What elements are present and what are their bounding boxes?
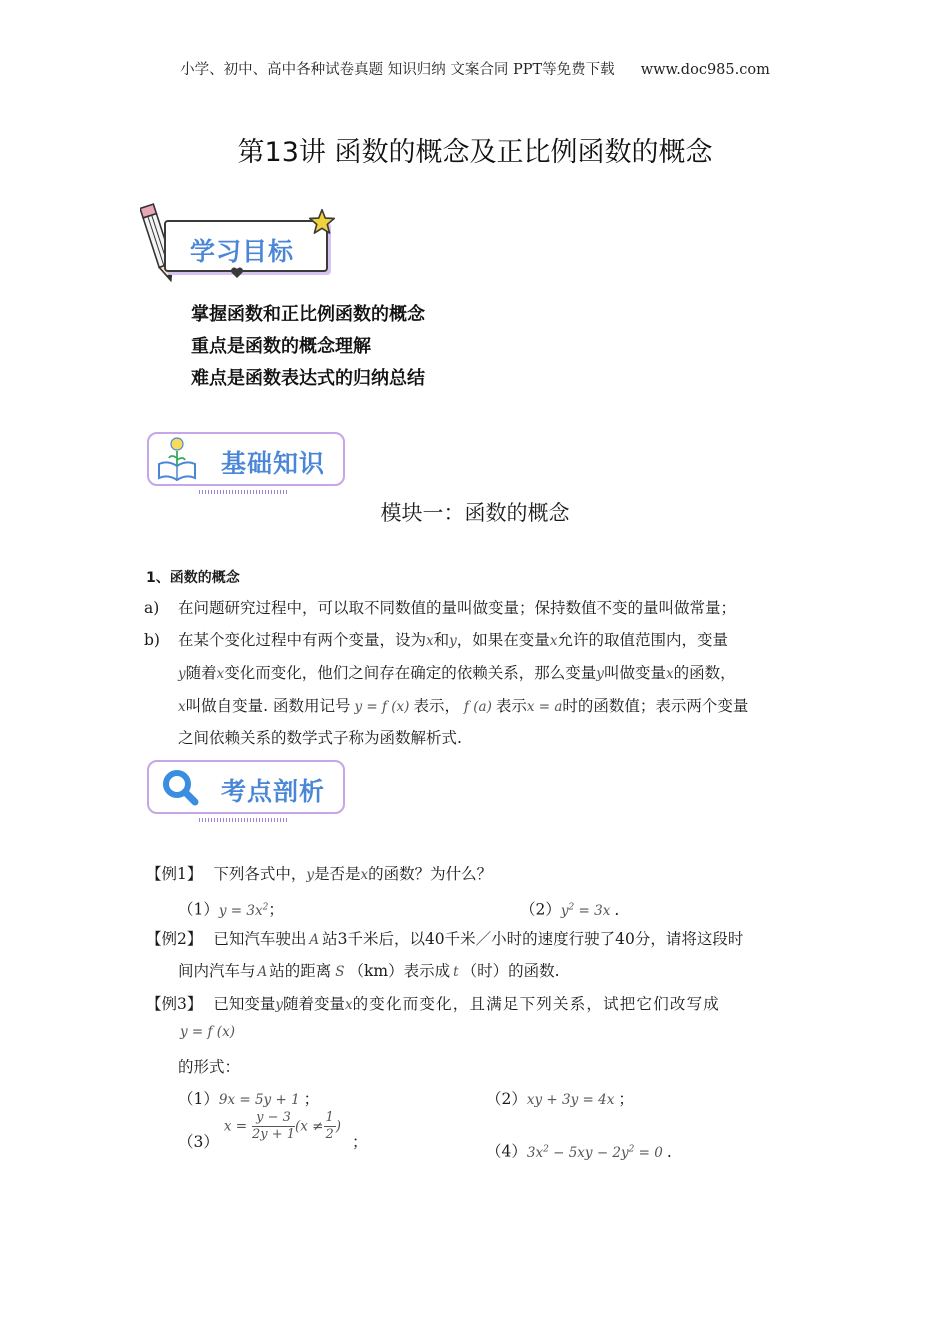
text: 随着变量 [282,995,345,1013]
math-text: − 5xy − 2y [548,1144,629,1161]
math-text: = 0 [634,1144,663,1161]
text: 是否是 [313,865,361,883]
math-x: x [178,699,186,715]
math-text: y = 3x [218,902,263,919]
superscript: 2 [628,1144,635,1154]
text: 时的函数值；表示两个变量 [562,697,749,715]
math-function-notation: y = f (x) [354,699,410,715]
math-expression [561,903,610,919]
text: 表示， [413,697,460,715]
math-expression [219,903,268,919]
book-lightbulb-icon [153,434,201,482]
numerator: 1 [325,1110,334,1125]
section-title: 1、函数的概念 [146,570,240,586]
text: 随着 [185,664,217,682]
part-label: （4） [486,1142,527,1161]
goals-badge-label: 学习目标 [190,237,295,266]
math-x: x [344,997,353,1013]
math-text: 3x [526,1144,544,1161]
text: ； [618,1090,634,1108]
part-label: （1） [178,900,219,919]
magnifier-icon [161,768,201,808]
text: 的函数？为什么？ [368,865,493,883]
math-text: = 3x [574,902,611,919]
text: 叫做自变量. 函数用记号 [185,697,351,715]
text: 站的距离 [269,962,332,980]
example-1 [146,858,492,892]
math-S: S [335,964,345,980]
denominator: 2 [325,1127,334,1142]
math-x-equals: x = [223,1118,248,1135]
text: ； [352,1132,368,1151]
header-site-link[interactable]: www.doc985.com [640,62,770,78]
math-x: x [216,666,225,682]
example-label: 【例2】 [146,930,203,948]
text: ； [303,1090,320,1108]
example-2 [146,923,743,957]
example-3-part-3 [178,1110,368,1151]
text: 的变化而变化，且满足下列关系，试把它们改写成 [352,995,721,1013]
numerator: y − 3 [252,1110,295,1127]
item-b-line-3 [178,690,748,724]
text: 下列各式中， [213,865,307,883]
module-title: 模块一：函数的概念 [380,501,570,525]
superscript: 2 [543,1144,549,1154]
math-x: x [360,867,369,883]
math-x: x [549,633,558,649]
text: 间内汽车与 [178,962,256,980]
goal-item-3: 难点是函数表达式的归纳总结 [191,368,425,389]
example-3-part-4 [486,1133,672,1170]
example-3-line-3: 的形式： [178,1058,241,1076]
text: 叫做变量 [603,664,666,682]
text: ，如果在变量 [456,631,550,649]
goal-item-1: 掌握函数和正比例函数的概念 [191,304,425,325]
math-x-equals-a: x = a [526,699,563,715]
item-b-line-4: 之间依赖关系的数学式子称为函数解析式. [178,729,462,747]
math-A: A [257,964,268,980]
math-text: y [560,902,569,919]
math-A: A [309,932,320,948]
math-x: x [426,633,434,649]
heart-icon [230,266,244,280]
math-t: t [453,964,459,980]
text: 已知变量 [213,995,276,1013]
math-x: x [665,666,674,682]
item-a-marker: a) [144,599,160,617]
text: 和 [433,631,450,649]
text: . [614,900,620,919]
text: 变化而变化，他们之间存在确定的依赖关系，那么变量 [224,664,597,682]
text: 在某个变化过程中有两个变量，设为 [178,631,427,649]
math-expression [527,1145,663,1161]
math-fraction-half [324,1110,336,1143]
analysis-badge [147,760,345,824]
text: 已知汽车驶出 [213,930,307,948]
example-3-part-2 [486,1083,634,1117]
star-icon [308,208,336,236]
part-label: （2） [486,1090,527,1108]
part-label: （1） [178,1090,219,1108]
superscript: 2 [262,902,269,912]
basics-badge-stripes [199,490,289,494]
text: （km）表示成 [348,962,451,980]
example-label: 【例3】 [146,995,203,1013]
site-header [0,58,950,79]
part-label: （3） [178,1132,219,1151]
text: 允许的取值范围内，变量 [557,631,728,649]
math-f-a: f (a) [463,699,492,715]
text: 站3千米后，以40千米／小时的速度行驶了40分，请将这段时 [322,930,744,948]
basics-badge [147,432,345,496]
superscript: 2 [568,902,575,912]
text: 的函数， [673,664,736,682]
text: ； [268,900,284,919]
item-b-marker: b) [144,631,160,649]
text: （时）的函数. [461,962,560,980]
item-a-text: 在问题研究过程中，可以取不同数值的量叫做变量；保持数值不变的量叫做常量； [178,599,737,617]
analysis-badge-label: 考点剖析 [221,777,326,806]
math-condition-close: ) [335,1118,342,1135]
math-y: y [275,997,283,1013]
example-3-form: y = f (x) [180,1024,235,1040]
math-expression: xy + 3y = 4x [526,1092,615,1108]
math-y: y [449,633,457,649]
text: 表示 [495,697,527,715]
goals-badge [140,198,340,288]
math-y: y [306,867,314,883]
math-expression: 9x = 5y + 1 [218,1092,300,1108]
item-b-line-1 [178,624,728,658]
example-label: 【例1】 [146,865,203,883]
text: . [666,1142,672,1161]
basics-badge-label: 基础知识 [221,449,326,478]
part-label: （2） [520,900,561,919]
item-b-line-2 [178,657,736,691]
math-y: y [596,666,604,682]
goal-item-2: 重点是函数的概念理解 [191,336,371,357]
math-fraction [252,1110,295,1143]
math-condition: (x ≠ [295,1118,324,1135]
page-title: 第13讲 函数的概念及正比例函数的概念 [237,137,713,168]
header-text: 小学、初中、高中各种试卷真题 知识归纳 文案合同 PPT等免费下载 [180,62,615,78]
math-y: y [178,666,186,682]
denominator: 2y + 1 [251,1127,296,1142]
analysis-badge-stripes [199,818,289,822]
example-2-line-2 [178,955,560,989]
example-3 [146,988,720,1022]
